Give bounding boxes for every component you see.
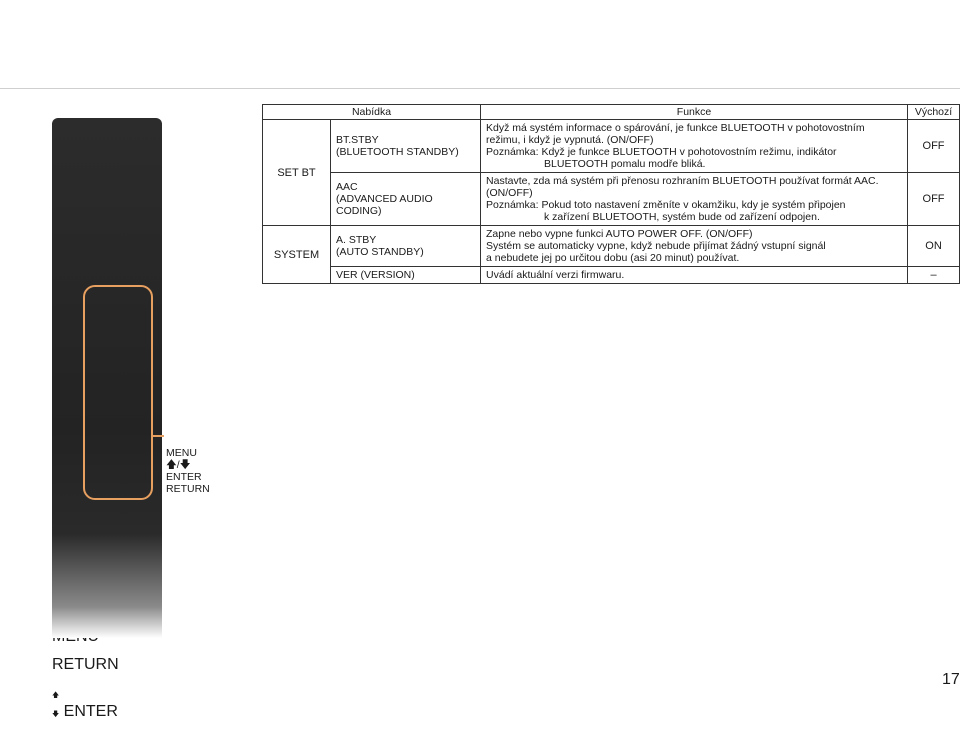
function-text: Zapne nebo vypne funkci AUTO POWER OFF. (ON/OFF) [486, 228, 753, 240]
header-function: Funkce [481, 105, 908, 120]
function-a-stby [481, 226, 908, 267]
function-text: režimu, i když je vypnutá. (ON/OFF) [486, 134, 654, 146]
legend-arrows: 🡅/🡇 [166, 459, 191, 471]
return-button [52, 674, 62, 684]
function-text: Nastavte, zda má systém při přenosu rozhraním BLUETOOTH používat formát AAC. [486, 175, 879, 187]
table-row [263, 173, 960, 226]
function-text: Když má systém informace o spárování, je funkce BLUETOOTH v pohotovostním [486, 122, 865, 134]
legend-enter: ENTER [166, 471, 202, 483]
function-aac [481, 173, 908, 226]
legend-return: RETURN [166, 483, 210, 495]
highlight-connector [152, 435, 164, 437]
function-ver: Uvádí aktuální verzi firmwaru. [481, 267, 908, 284]
default-a-stby: ON [908, 226, 960, 267]
function-text: Systém se automaticky vypne, když nebude přijímat žádný vstupní signál [486, 240, 826, 252]
table-header-row [263, 105, 960, 120]
down-arrow-icon: 🡇 [52, 711, 60, 718]
item-label: CODING) [336, 205, 382, 217]
header-rule [0, 88, 960, 89]
page-number: 17 [942, 671, 960, 688]
function-note: k zařízení BLUETOOTH, systém bude od zařízení odpojen. [544, 211, 820, 223]
function-note: Poznámka: Pokud toto nastavení změníte v okamžiku, kdy je systém připojen [486, 199, 846, 211]
item-ver: VER (VERSION) [331, 267, 481, 284]
function-text: a nebudete jej po určitou dobu (asi 20 minut) používat. [486, 252, 740, 264]
item-label: (AUTO STANDBY) [336, 246, 424, 258]
category-set-bt: SET BT [263, 120, 331, 226]
menu-button [52, 646, 62, 656]
enter-button [52, 721, 62, 731]
table-row [263, 120, 960, 173]
blank-header-band [0, 0, 960, 88]
item-aac [331, 173, 481, 226]
category-system: SYSTEM [263, 226, 331, 284]
item-bt-stby [331, 120, 481, 173]
item-label: A. STBY [336, 234, 377, 246]
item-label: (BLUETOOTH STANDBY) [336, 146, 459, 158]
item-label: AAC [336, 181, 358, 193]
table-row [263, 267, 960, 284]
header-menu: Nabídka [263, 105, 481, 120]
default-aac: OFF [908, 173, 960, 226]
table-row [263, 226, 960, 267]
item-label: (ADVANCED AUDIO [336, 193, 433, 205]
legend-menu: MENU [166, 447, 197, 459]
function-note: BLUETOOTH pomalu modře bliká. [544, 158, 706, 170]
enter-label: ENTER [63, 703, 118, 720]
header-default: Výchozí [908, 105, 960, 120]
button-legend [166, 447, 210, 495]
function-note: Poznámka: Když je funkce BLUETOOTH v pohotovostním režimu, indikátor [486, 146, 837, 158]
function-bt-stby [481, 120, 908, 173]
default-bt-stby: OFF [908, 120, 960, 173]
function-text: (ON/OFF) [486, 187, 533, 199]
default-ver: – [908, 267, 960, 284]
item-label: BT.STBY [336, 134, 379, 146]
return-label: RETURN [52, 656, 119, 673]
up-arrow-icon: 🡅 [52, 692, 60, 699]
button-highlight-box [83, 285, 153, 500]
item-a-stby [331, 226, 481, 267]
settings-menu-table [262, 104, 960, 284]
